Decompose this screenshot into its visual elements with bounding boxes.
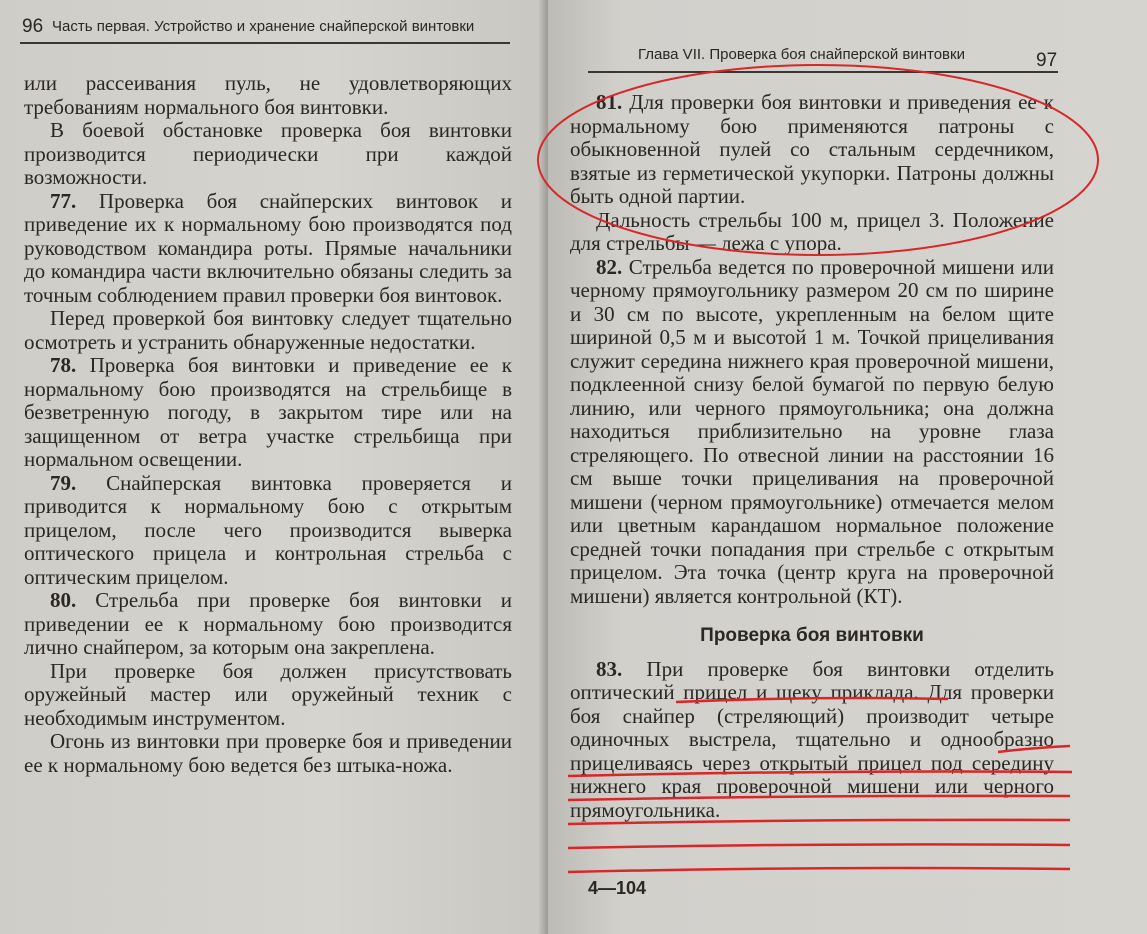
paragraph-text: В боевой обстановке проверка боя винтовки производится периодически при каждой возможности. xyxy=(24,118,512,189)
left-running-head: Часть первая. Устройство и хранение снайперской винтовки xyxy=(52,18,475,35)
paragraph-text: Для проверки боя винтовки и приведения ее к нормальному бою применяются патроны с обыкновенной пулей со стальным сердечником, взятые из герметической укупорки. Патроны должны быть одной партии. xyxy=(570,90,1054,208)
signature-mark: 4—104 xyxy=(588,878,647,898)
left-body-text xyxy=(24,72,512,777)
paragraph-text: Дальность стрельбы 100 м, прицел 3. Положение для стрельбы — лежа с упора. xyxy=(570,207,1054,255)
section-number: 83. xyxy=(596,656,623,681)
paragraph xyxy=(570,256,1054,609)
paragraph xyxy=(24,472,512,590)
left-header-rule xyxy=(20,42,510,44)
right-header-rule xyxy=(588,71,1058,73)
paragraph-text: При проверке боя винтовки отделить оптический прицел и щеку приклада. Для проверки боя снайпер (стреляющий) производит четыре одиночных выстрела, тщательно и однообразно прицеливаясь через открытый прицел под середину нижнего края проверочной мишени или черного прямоугольника. xyxy=(570,656,1054,822)
section-number: 82. xyxy=(596,254,623,279)
left-page xyxy=(0,0,548,934)
section-number: 81. xyxy=(596,90,623,114)
paragraph-text: Снайперская винтовка проверяется и приводится к нормальному бою с открытым прицелом, после чего производится выверка оптического прицела и контрольная стрельба с оптическим прицелом. xyxy=(24,470,512,589)
paragraph xyxy=(24,72,512,119)
section-number: 80. xyxy=(50,588,77,612)
right-page-number: 97 xyxy=(1036,50,1058,71)
paragraph-text: Огонь из винтовки при проверке боя и приведении ее к нормальному бою ведется без штыка-ножа. xyxy=(24,729,512,777)
paragraph xyxy=(24,354,512,472)
paragraph xyxy=(570,209,1054,256)
paragraph-text: Проверка боя снайперских винтовок и приведение их к нормальному бою производятся под руководством командира роты. Прямые начальники до командира части включительно обязаны следить за точным соблюдением правил проверки боя винтовок. xyxy=(24,188,512,307)
right-page xyxy=(548,0,1147,934)
left-page-number: 96 xyxy=(22,16,44,37)
paragraph xyxy=(24,190,512,308)
paragraph xyxy=(24,660,512,731)
paragraph-text: Стрельба при проверке боя винтовки и приведении ее к нормальному бою производится лично снайпером, за которым она закреплена. xyxy=(24,588,512,659)
paragraph xyxy=(24,589,512,660)
paragraph-text: При проверке боя должен присутствовать оружейный мастер или оружейный техник с необходимым инструментом. xyxy=(24,658,512,730)
paragraph-text: Стрельба ведется по проверочной мишени или черному прямоугольнику размером 20 см по ширине и 30 см по высоте, укрепленным на белом щите шириной 0,5 м и высотой 1 м. Точкой прицеливания служит середина нижнего края проверочной мишени, подклеенной снизу белой бумагой по первую белую линию, или черного прямоугольника; она должна находиться приблизительно на уровне глаза стреляющего. По отвесной линии на расстоянии 16 см выше точки прицеливания на проверочной мишени (черном прямоугольнике) отмечается мелом или цветным карандашом нормальное положение средней точки попадания при стрельбе с открытым прицелом. Эта точка (центр круга на проверочной мишени) является контрольной (КТ). xyxy=(570,254,1054,608)
section-subheading: Проверка боя винтовки xyxy=(700,625,924,646)
paragraph xyxy=(24,730,512,777)
paragraph xyxy=(24,307,512,354)
paragraph xyxy=(570,658,1054,823)
paragraph-text: Проверка боя винтовки и приведение ее к нормальному бою производятся на стрельбище в безветренную погоду, в закрытом тире или на защищенном от ветра участке стрельбища при нормальном освещении. xyxy=(24,353,512,471)
section-number: 77. xyxy=(50,188,77,213)
paragraph xyxy=(24,119,512,190)
paragraph-text: Перед проверкой боя винтовку следует тщательно осмотреть и устранить обнаруженные недостатки. xyxy=(24,306,512,354)
paragraph-text: или рассеивания пуль, не удовлетворяющих требованиям нормального боя винтовки. xyxy=(24,71,512,119)
right-running-head: Глава VII. Проверка боя снайперской винтовки xyxy=(638,46,965,63)
section-number: 79. xyxy=(50,470,77,495)
paragraph xyxy=(570,91,1054,209)
section-number: 78. xyxy=(50,353,77,377)
right-body-text xyxy=(570,91,1054,822)
